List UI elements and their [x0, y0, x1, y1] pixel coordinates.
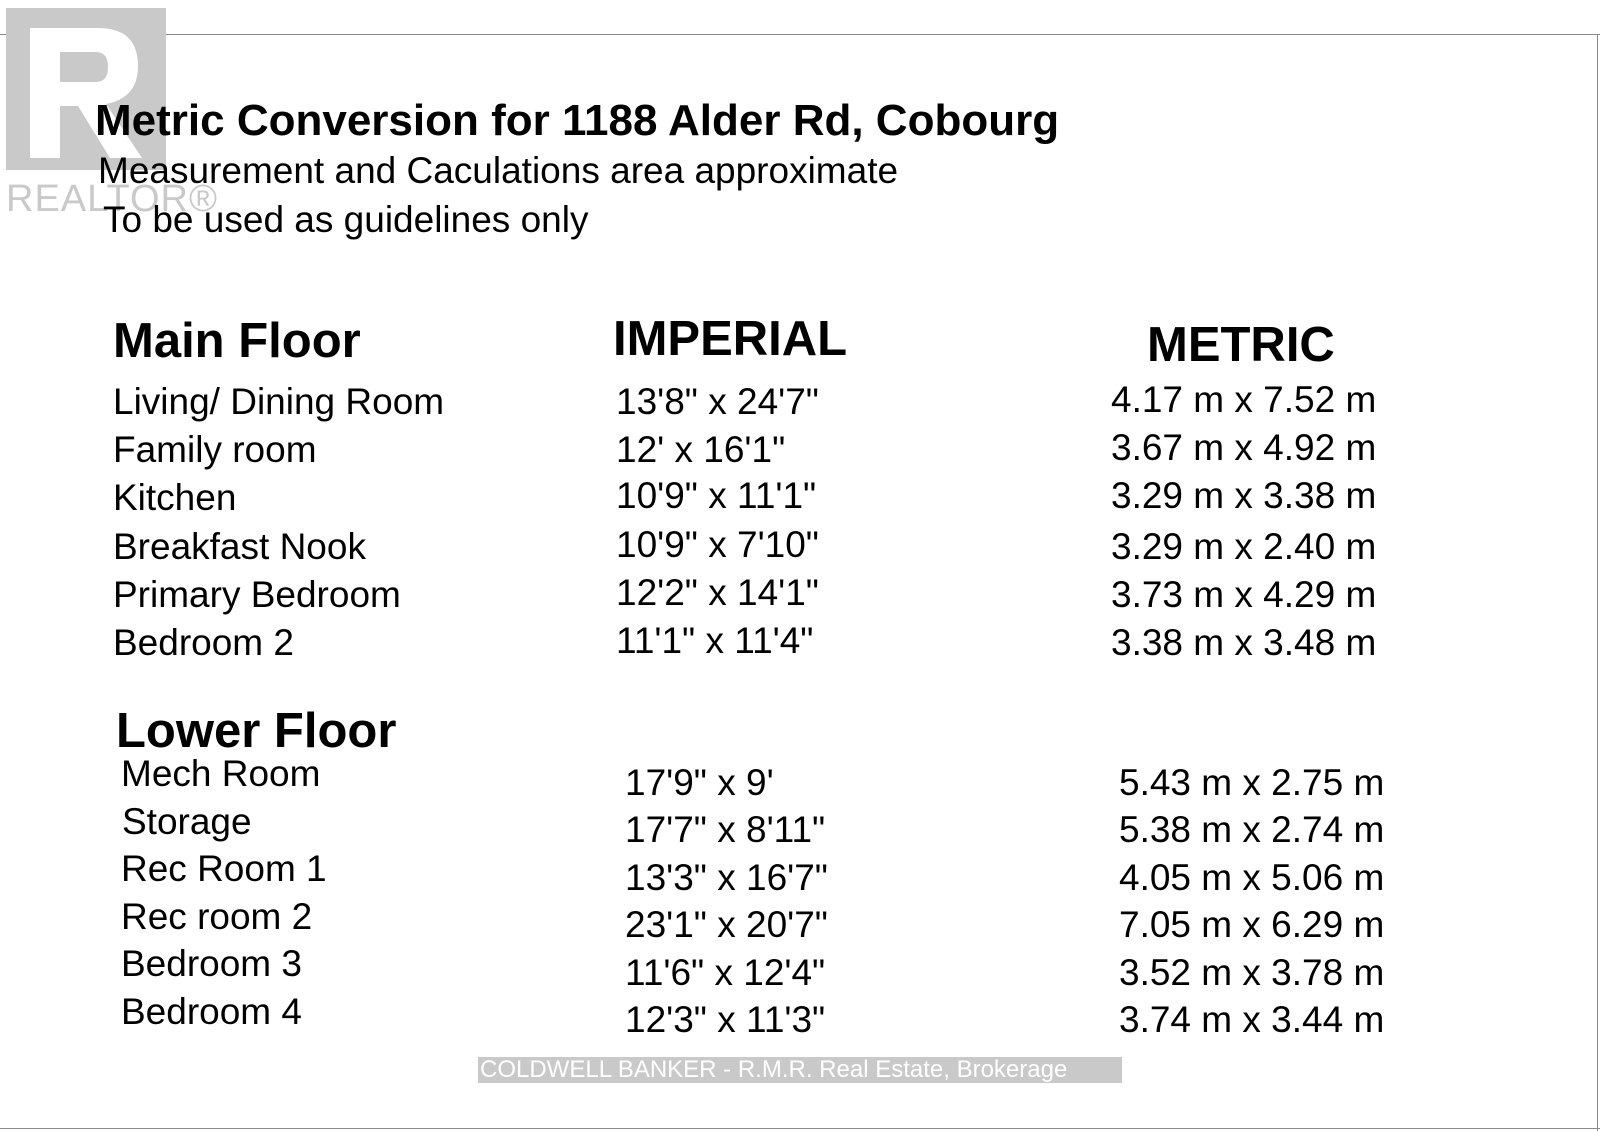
metric-dimension: 7.05 m x 6.29 m	[1119, 904, 1385, 945]
metric-dimension: 5.38 m x 2.74 m	[1119, 809, 1385, 850]
imperial-column-header: IMPERIAL	[613, 312, 848, 366]
room-name: Kitchen	[113, 477, 237, 518]
metric-dimension: 3.67 m x 4.92 m	[1111, 427, 1377, 468]
imperial-dimension: 11'6" x 12'4"	[625, 952, 826, 993]
metric-dimension: 3.73 m x 4.29 m	[1111, 574, 1377, 615]
room-name: Family room	[113, 429, 317, 470]
metric-dimension: 3.38 m x 3.48 m	[1111, 622, 1377, 663]
subtitle-line-1: Measurement and Caculations area approximate	[98, 150, 899, 191]
room-name: Mech Room	[121, 753, 321, 794]
room-name: Bedroom 2	[113, 622, 294, 663]
imperial-dimension: 10'9" x 11'1"	[616, 475, 817, 516]
brokerage-watermark: COLDWELL BANKER - R.M.R. Real Estate, Brokerage	[478, 1057, 1122, 1083]
metric-dimension: 4.17 m x 7.52 m	[1111, 379, 1377, 420]
metric-dimension: 5.43 m x 2.75 m	[1119, 762, 1385, 803]
frame-bottom-line	[0, 1128, 1600, 1129]
imperial-dimension: 23'1" x 20'7"	[625, 904, 828, 945]
metric-dimension: 3.29 m x 3.38 m	[1111, 475, 1377, 516]
room-name: Storage	[122, 801, 252, 842]
imperial-dimension: 12'3" x 11'3"	[625, 999, 826, 1040]
metric-column-header: METRIC	[1147, 318, 1335, 372]
room-name: Breakfast Nook	[113, 526, 366, 567]
lower-floor-heading: Lower Floor	[116, 704, 397, 758]
imperial-dimension: 17'7" x 8'11"	[625, 809, 826, 850]
metric-dimension: 3.74 m x 3.44 m	[1119, 999, 1385, 1040]
imperial-dimension: 12' x 16'1"	[616, 429, 786, 470]
room-name: Living/ Dining Room	[113, 381, 445, 422]
metric-dimension: 4.05 m x 5.06 m	[1119, 857, 1385, 898]
room-name: Bedroom 3	[121, 943, 302, 984]
document-title: Metric Conversion for 1188 Alder Rd, Cobourg	[95, 96, 1060, 145]
imperial-dimension: 12'2" x 14'1"	[616, 572, 819, 613]
room-name: Rec room 2	[121, 896, 313, 937]
metric-dimension: 3.52 m x 3.78 m	[1119, 952, 1385, 993]
subtitle-line-2: To be used as guidelines only	[103, 199, 589, 240]
imperial-dimension: 11'1" x 11'4"	[616, 620, 814, 661]
main-floor-heading: Main Floor	[113, 314, 361, 368]
room-name: Bedroom 4	[121, 991, 302, 1032]
imperial-dimension: 13'8" x 24'7"	[616, 381, 819, 422]
frame-right-line	[1597, 34, 1598, 1131]
imperial-dimension: 13'3" x 16'7"	[625, 857, 828, 898]
frame-top-line	[0, 34, 1600, 35]
realtor-wordmark: REALTOR®	[6, 178, 218, 220]
imperial-dimension: 17'9" x 9'	[625, 762, 774, 803]
room-name: Rec Room 1	[121, 848, 327, 889]
room-name: Primary Bedroom	[113, 574, 401, 615]
metric-dimension: 3.29 m x 2.40 m	[1111, 526, 1377, 567]
imperial-dimension: 10'9" x 7'10"	[616, 524, 819, 565]
